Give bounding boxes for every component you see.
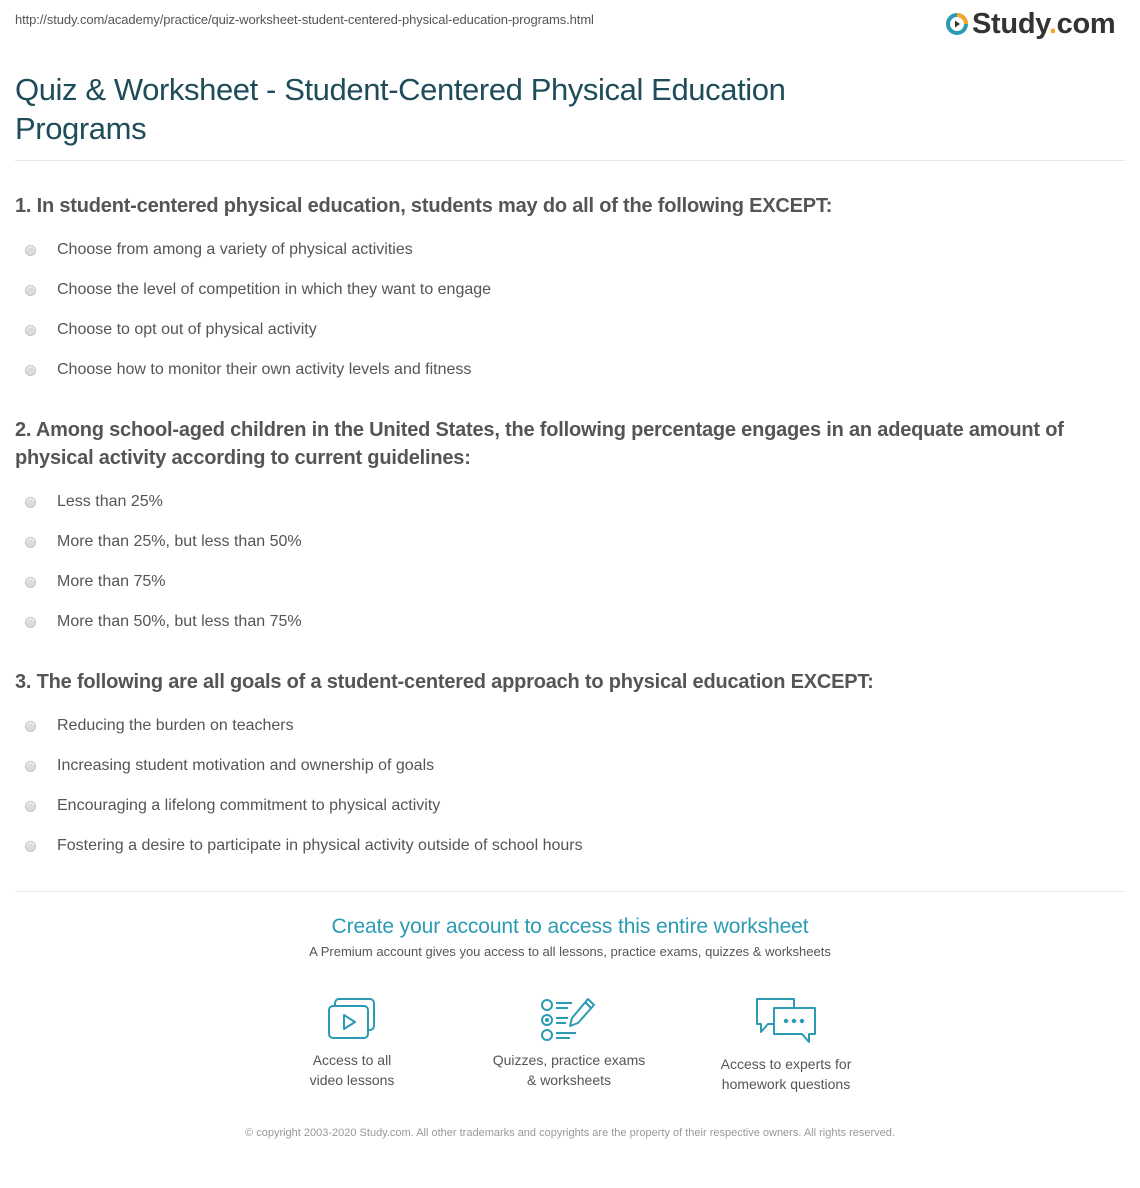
- title-divider: [15, 160, 1125, 161]
- feature-label: Access to all video lessons: [309, 1052, 395, 1088]
- answer-option[interactable]: More than 25%, but less than 50%: [15, 522, 1130, 562]
- answer-list: [15, 230, 1130, 390]
- answer-option[interactable]: Reducing the burden on teachers: [15, 706, 1130, 746]
- radio-button[interactable]: [25, 761, 36, 772]
- radio-button[interactable]: [25, 537, 36, 548]
- cta-title-link[interactable]: Create your account to access this entire worksheet: [331, 915, 809, 938]
- study-logo[interactable]: [945, 8, 1115, 40]
- cta-subtitle: A Premium account gives you access to all lessons, practice exams, quizzes & worksheets: [309, 944, 831, 959]
- question-text: 3. The following are all goals of a student-centered approach to physical education EXCEPT:: [15, 671, 874, 693]
- radio-button[interactable]: [25, 617, 36, 628]
- answer-option[interactable]: Fostering a desire to participate in physical activity outside of school hours: [15, 826, 1130, 866]
- question-text: 2. Among school-aged children in the United States, the following percentage engages in an adequate amount of physical activity according to current guidelines:: [15, 419, 1064, 469]
- quiz-checklist-icon: [540, 996, 598, 1042]
- video-lessons-icon: [326, 996, 378, 1042]
- radio-button[interactable]: [25, 497, 36, 508]
- page-title: Quiz & Worksheet - Student-Centered Physical Education Programs: [15, 72, 786, 146]
- answer-option[interactable]: Choose to opt out of physical activity: [15, 310, 1130, 350]
- answer-option[interactable]: Choose how to monitor their own activity levels and fitness: [15, 350, 1130, 390]
- radio-button[interactable]: [25, 325, 36, 336]
- chat-bubbles-icon: [754, 996, 818, 1046]
- radio-button[interactable]: [25, 365, 36, 376]
- answer-option[interactable]: More than 50%, but less than 75%: [15, 602, 1130, 642]
- signup-cta: [0, 914, 1140, 959]
- feature-experts: [686, 996, 886, 1094]
- copyright-notice: © copyright 2003-2020 Study.com. All other trademarks and copyrights are the property of their respective owners. All rights reserved.: [245, 1127, 895, 1139]
- radio-button[interactable]: [25, 801, 36, 812]
- answer-option[interactable]: Increasing student motivation and ownership of goals: [15, 746, 1130, 786]
- answer-option[interactable]: Less than 25%: [15, 482, 1130, 522]
- question-3: [15, 668, 1130, 866]
- feature-label: Quizzes, practice exams & worksheets: [492, 1052, 646, 1088]
- question-1: [15, 192, 1130, 390]
- feature-video-lessons: [252, 996, 452, 1090]
- feature-label: Access to experts for homework questions: [720, 1056, 852, 1092]
- radio-button[interactable]: [25, 577, 36, 588]
- answer-option[interactable]: Choose the level of competition in which they want to engage: [15, 270, 1130, 310]
- logo-text: Study.com: [972, 8, 1116, 40]
- page-url: http://study.com/academy/practice/quiz-worksheet-student-centered-physical-education-programs.html: [15, 12, 594, 27]
- question-2: [15, 416, 1130, 642]
- answer-option[interactable]: Choose from among a variety of physical activities: [15, 230, 1130, 270]
- radio-button[interactable]: [25, 721, 36, 732]
- answer-option[interactable]: More than 75%: [15, 562, 1130, 602]
- question-text: 1. In student-centered physical education, students may do all of the following EXCEPT:: [15, 195, 833, 217]
- answer-option[interactable]: Encouraging a lifelong commitment to physical activity: [15, 786, 1130, 826]
- radio-button[interactable]: [25, 285, 36, 296]
- answer-list: [15, 706, 1130, 866]
- radio-button[interactable]: [25, 841, 36, 852]
- feature-quizzes: [469, 996, 669, 1090]
- radio-button[interactable]: [25, 245, 36, 256]
- section-divider: [15, 891, 1125, 892]
- answer-list: [15, 482, 1130, 642]
- play-circle-icon: [945, 12, 969, 36]
